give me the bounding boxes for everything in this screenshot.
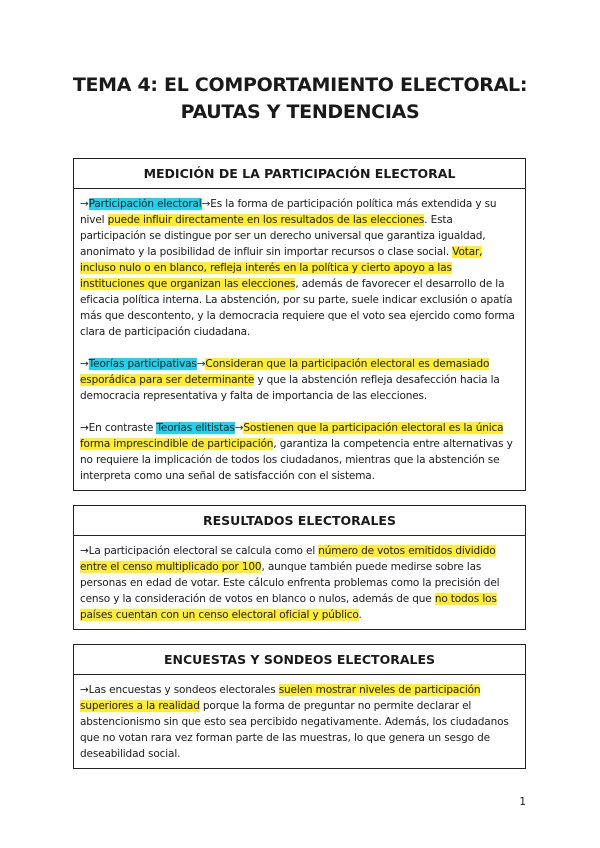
- section-heading: RESULTADOS ELECTORALES: [74, 506, 525, 536]
- arrow-icon: →: [201, 198, 211, 210]
- highlighted-text: Consideran que la participación electoral es demasiado esporádica para ser determinante: [80, 358, 490, 386]
- paragraph: [80, 682, 519, 762]
- text-run: , garantiza la competencia entre alternativas y no requiere la implicación de todos los ciudadanos, mientras que la abstención se interpreta como una señal de satisfacción con el sistema.: [80, 438, 513, 482]
- text-run: . Esta participación se distingue por ser un derecho universal que garantiza igualdad, anonimato y la posibilidad de influir sin importar recursos o clase social.: [80, 214, 486, 258]
- arrow-icon: →: [196, 358, 206, 370]
- text-run: →La participación electoral se calcula como el: [80, 545, 319, 557]
- title-line-2: PAUTAS Y TENDENCIAS: [180, 101, 420, 123]
- paragraph: [80, 420, 519, 484]
- highlighted-term: Participación electoral: [88, 198, 202, 210]
- highlighted-term: Teorías participativas: [88, 358, 197, 370]
- text-run: , además de favorecer el desarrollo de la eficacia política interna. La abstención, por su parte, suele indicar exclusión o apatía más que descontento, y la democracia requiere que el voto sea ejercido como forma clara de participación ciudadana.: [80, 278, 515, 338]
- arrow-icon: →: [234, 422, 244, 434]
- paragraph: [80, 196, 519, 340]
- arrow-icon: →: [80, 198, 89, 210]
- text-run: →Las encuestas y sondeos electorales: [80, 684, 279, 696]
- paragraph: [80, 543, 519, 623]
- highlighted-text: Votar, incluso nulo o en blanco, refleja interés en la política y cierto apoyo a las instituciones que organizan las elecciones: [80, 246, 483, 290]
- highlighted-term: Teorías elitistas: [156, 422, 235, 434]
- highlighted-text: Sostienen que la participación electoral es la única forma imprescindible de participación: [80, 422, 504, 450]
- text-run: porque la forma de preguntar no permite declarar el abstencionismo sin que esto sea percibido negativamente. Además, los ciudadanos que no votan rara vez forman parte de las muestras, lo que genera un sesgo de deseabilidad social.: [80, 700, 509, 760]
- highlighted-text: no todos los países cuentan con un censo electoral oficial y público: [80, 593, 497, 621]
- section-heading: ENCUESTAS Y SONDEOS ELECTORALES: [74, 645, 525, 675]
- section-body: [74, 536, 525, 629]
- title-line-1: TEMA 4: EL COMPORTAMIENTO ELECTORAL:: [72, 74, 528, 96]
- text-run: y que la abstención refleja desafección hacia la democracia representativa y falta de importancia de las elecciones.: [80, 374, 500, 402]
- page-number: 1: [519, 796, 526, 808]
- text-run: Es la forma de participación política más extendida y su nivel: [80, 198, 497, 226]
- text-run: .: [358, 609, 362, 621]
- highlighted-text: puede influir directamente en los resultados de las elecciones: [107, 214, 425, 226]
- section-encuestas: [73, 644, 526, 769]
- section-body: [74, 675, 525, 768]
- text-run: , aunque también puede medirse sobre las personas en edad de votar. Este cálculo enfrenta problemas como la precisión del censo y la consideración de votos en blanco o nulos, además de que: [80, 561, 500, 605]
- text-run: →En contraste: [80, 422, 157, 434]
- section-resultados: [73, 505, 526, 630]
- section-medicion: [73, 158, 526, 491]
- section-heading: MEDICIÓN DE LA PARTICIPACIÓN ELECTORAL: [74, 159, 525, 189]
- page-title: [0, 72, 600, 126]
- paragraph: [80, 356, 519, 404]
- highlighted-text: suelen mostrar niveles de participación superiores a la realidad: [80, 684, 481, 712]
- arrow-icon: →: [80, 358, 89, 370]
- highlighted-text: número de votos emitidos dividido entre el censo multiplicado por 100: [80, 545, 496, 573]
- section-body: [74, 189, 525, 490]
